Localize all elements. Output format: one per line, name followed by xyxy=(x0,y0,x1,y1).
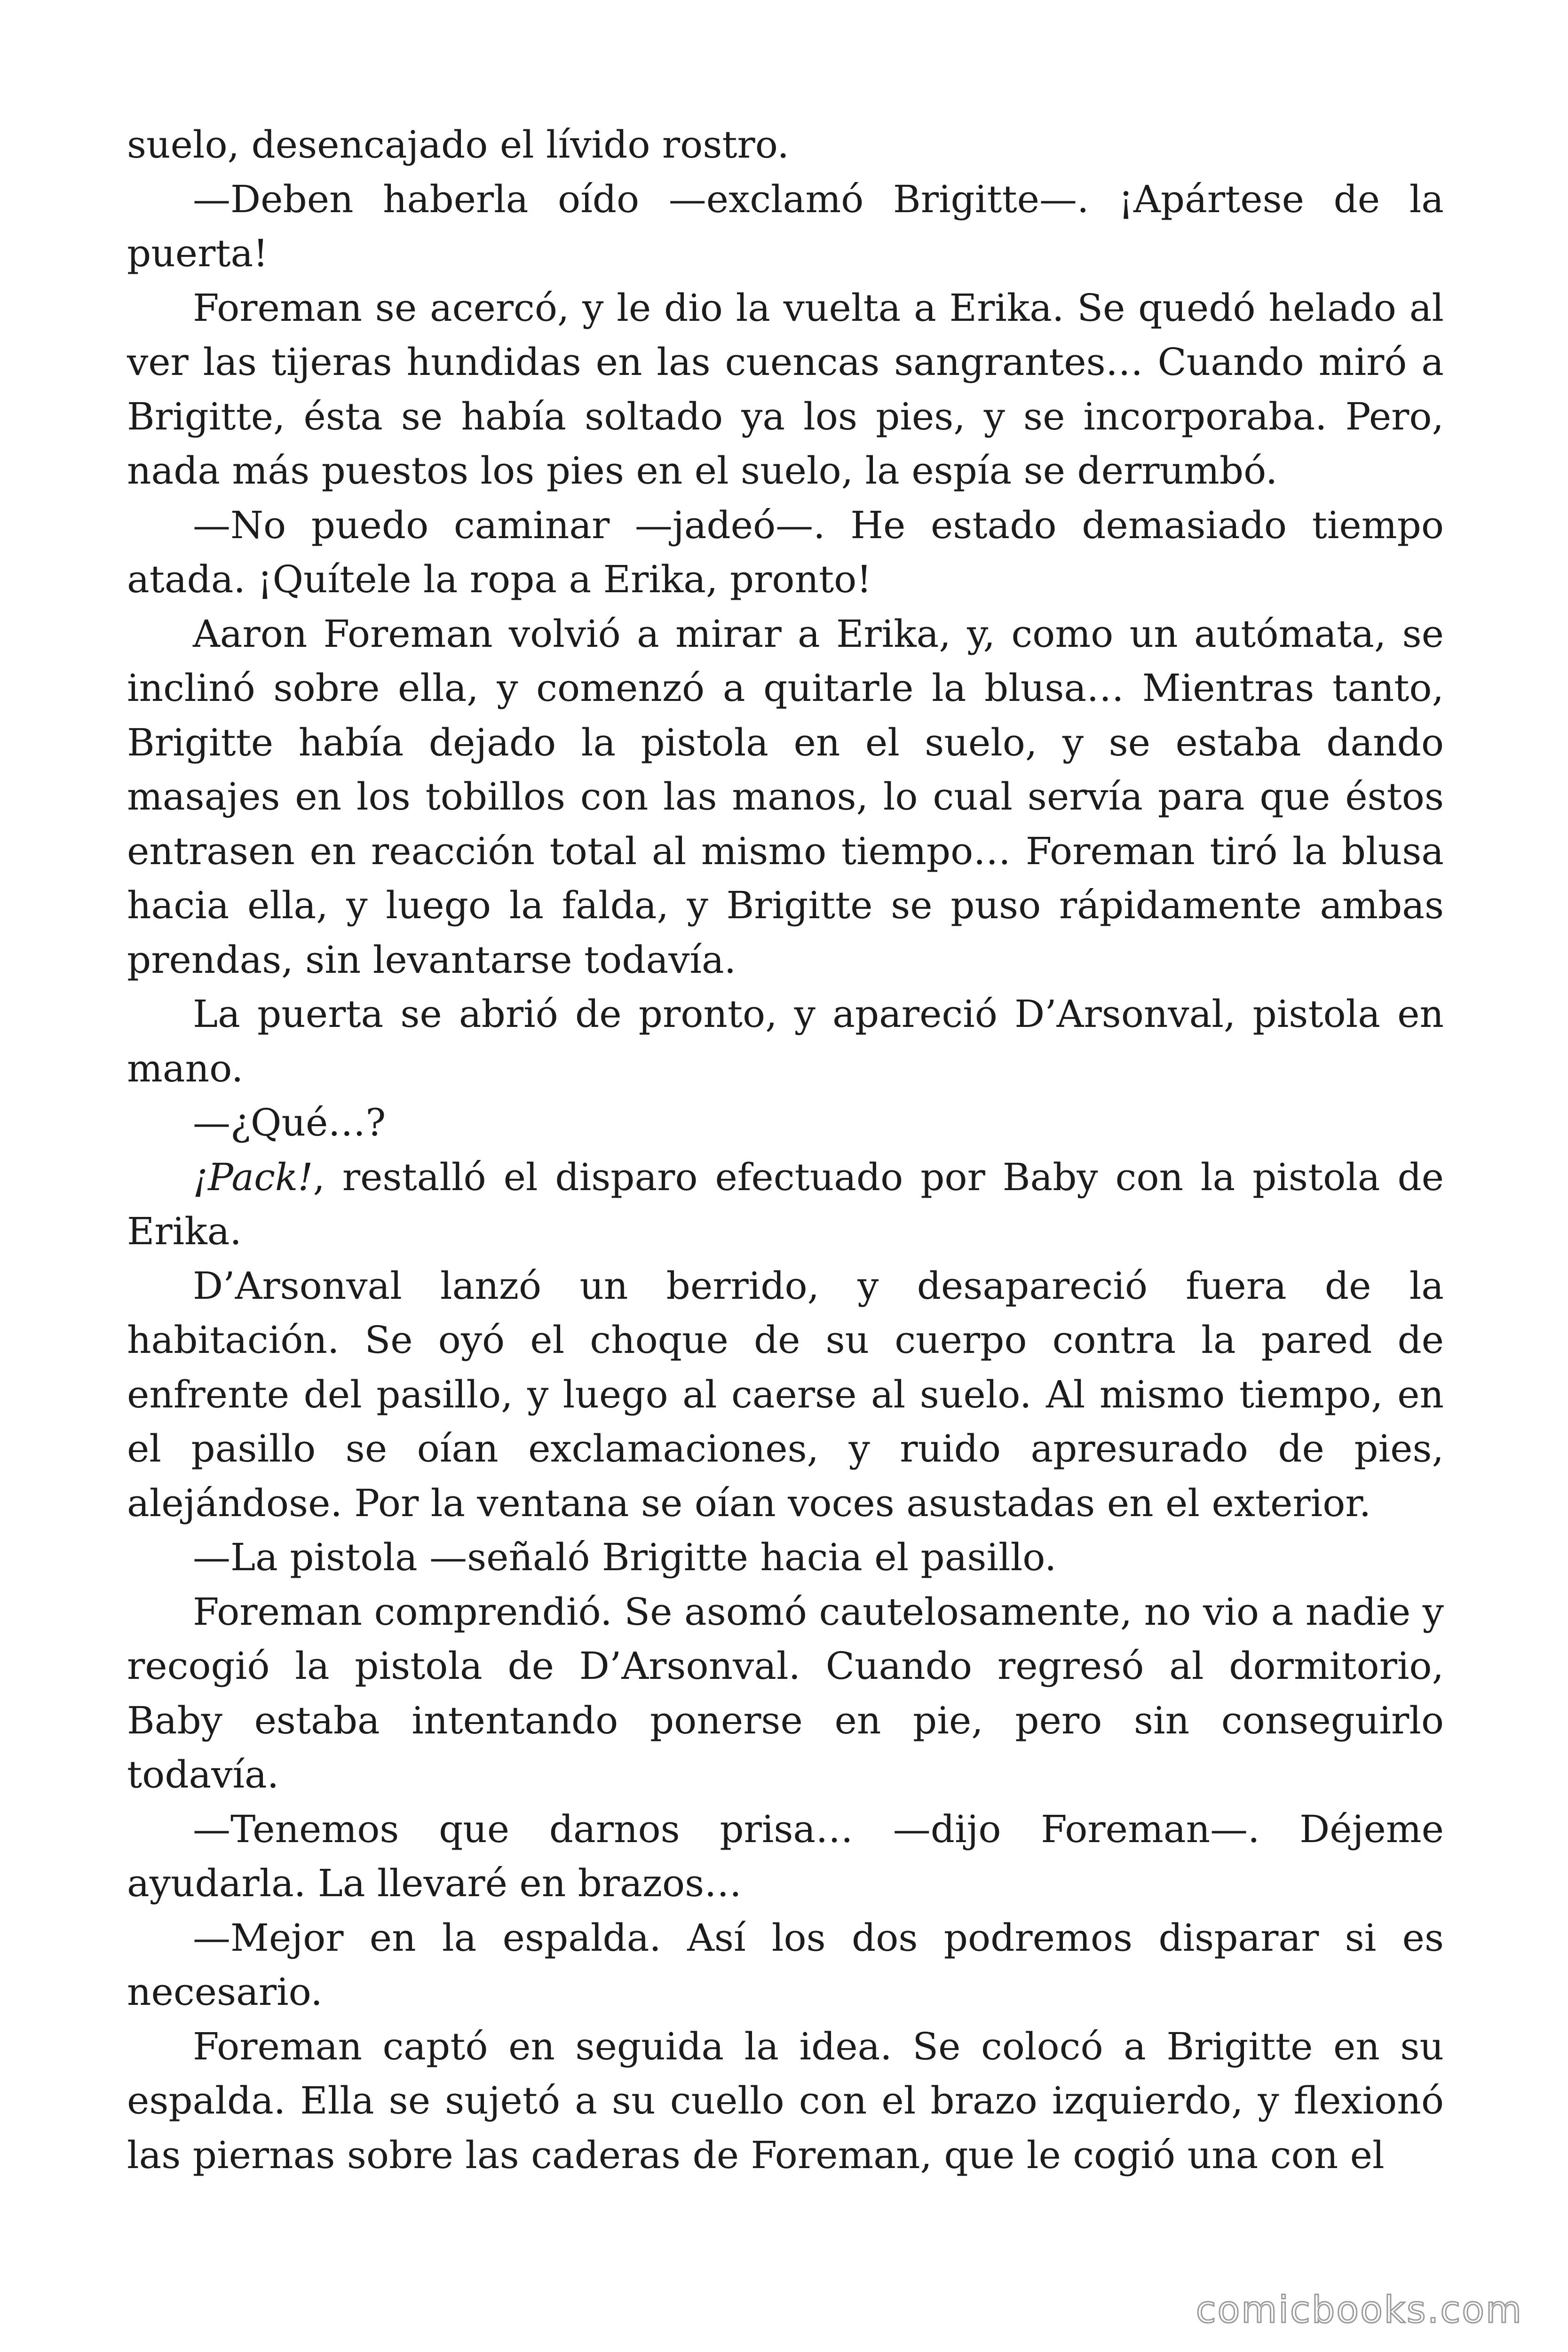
onomatopoeia: ¡Pack! xyxy=(193,1155,313,1199)
paragraph-8 xyxy=(127,1150,1444,1259)
paragraph-12: —Tenemos que darnos prisa… —dijo Foreman—. Déjeme ayudarla. La llevaré en brazos… xyxy=(127,1807,1444,1905)
paragraph-1: suelo, desencajado el lívido rostro. xyxy=(127,123,789,167)
paragraph-9: D’Arsonval lanzó un berrido, y desapareció fuera de la habitación. Se oyó el choque de su cuerpo contra la pared de enfrente del pasillo, y luego al caerse al suelo. Al mismo tiempo, en el pasillo se oían exclamaciones, y ruido apresurado de pies, alejándose. Por la ventana se oían voces asustadas en el exterior. xyxy=(127,1263,1444,1525)
paragraph-11: Foreman comprendió. Se asomó cautelosamente, no vio a nadie y recogió la pistola de D’Arsonval. Cuando regresó al dormitorio, Baby estaba intentando ponerse en pie, pero sin conseguirlo todavía. xyxy=(127,1589,1444,1796)
paragraph-13: —Mejor en la espalda. Así los dos podremos disparar si es necesario. xyxy=(127,1915,1444,2014)
watermark: comicbooks.com xyxy=(1196,2289,1523,2331)
paragraph-5: Aaron Foreman volvió a mirar a Erika, y, como un autómata, se inclinó sobre ella, y comenzó a quitarle la blusa… Mientras tanto, Brigitte había dejado la pistola en el suelo, y se estaba dando masajes en los tobillos con las manos, lo cual servía para que éstos entrasen en reacción total al mismo tiempo… Foreman tiró la blusa hacia ella, y luego la falda, y Brigitte se puso rápidamente ambas prendas, sin levantarse todavía. xyxy=(127,612,1444,982)
paragraph-7: —¿Qué…? xyxy=(193,1101,386,1144)
paragraph-10: —La pistola —señaló Brigitte hacia el pasillo. xyxy=(193,1535,1057,1579)
paragraph-2: —Deben haberla oído —exclamó Brigitte—. ¡Apártese de la puerta! xyxy=(127,177,1444,275)
paragraph-4: —No puedo caminar —jadeó—. He estado demasiado tiempo atada. ¡Quítele la ropa a Erika, pronto! xyxy=(127,503,1444,601)
paragraph-8-rest: , restalló el disparo efectuado por Baby con la pistola de Erika. xyxy=(127,1155,1444,1253)
paragraph-3: Foreman se acercó, y le dio la vuelta a Erika. Se quedó helado al ver las tijeras hundidas en las cuencas sangrantes… Cuando miró a Brigitte, ésta se había soltado ya los pies, y se incorporaba. Pero, nada más puestos los pies en el suelo, la espía se derrumbó. xyxy=(127,286,1444,493)
body-text xyxy=(127,118,1444,2182)
paragraph-6: La puerta se abrió de pronto, y apareció D’Arsonval, pistola en mano. xyxy=(127,992,1444,1090)
paragraph-14: Foreman captó en seguida la idea. Se colocó a Brigitte en su espalda. Ella se sujetó a su cuello con el brazo izquierdo, y flexionó las piernas sobre las caderas de Foreman, que le cogió una con el xyxy=(127,2024,1444,2177)
